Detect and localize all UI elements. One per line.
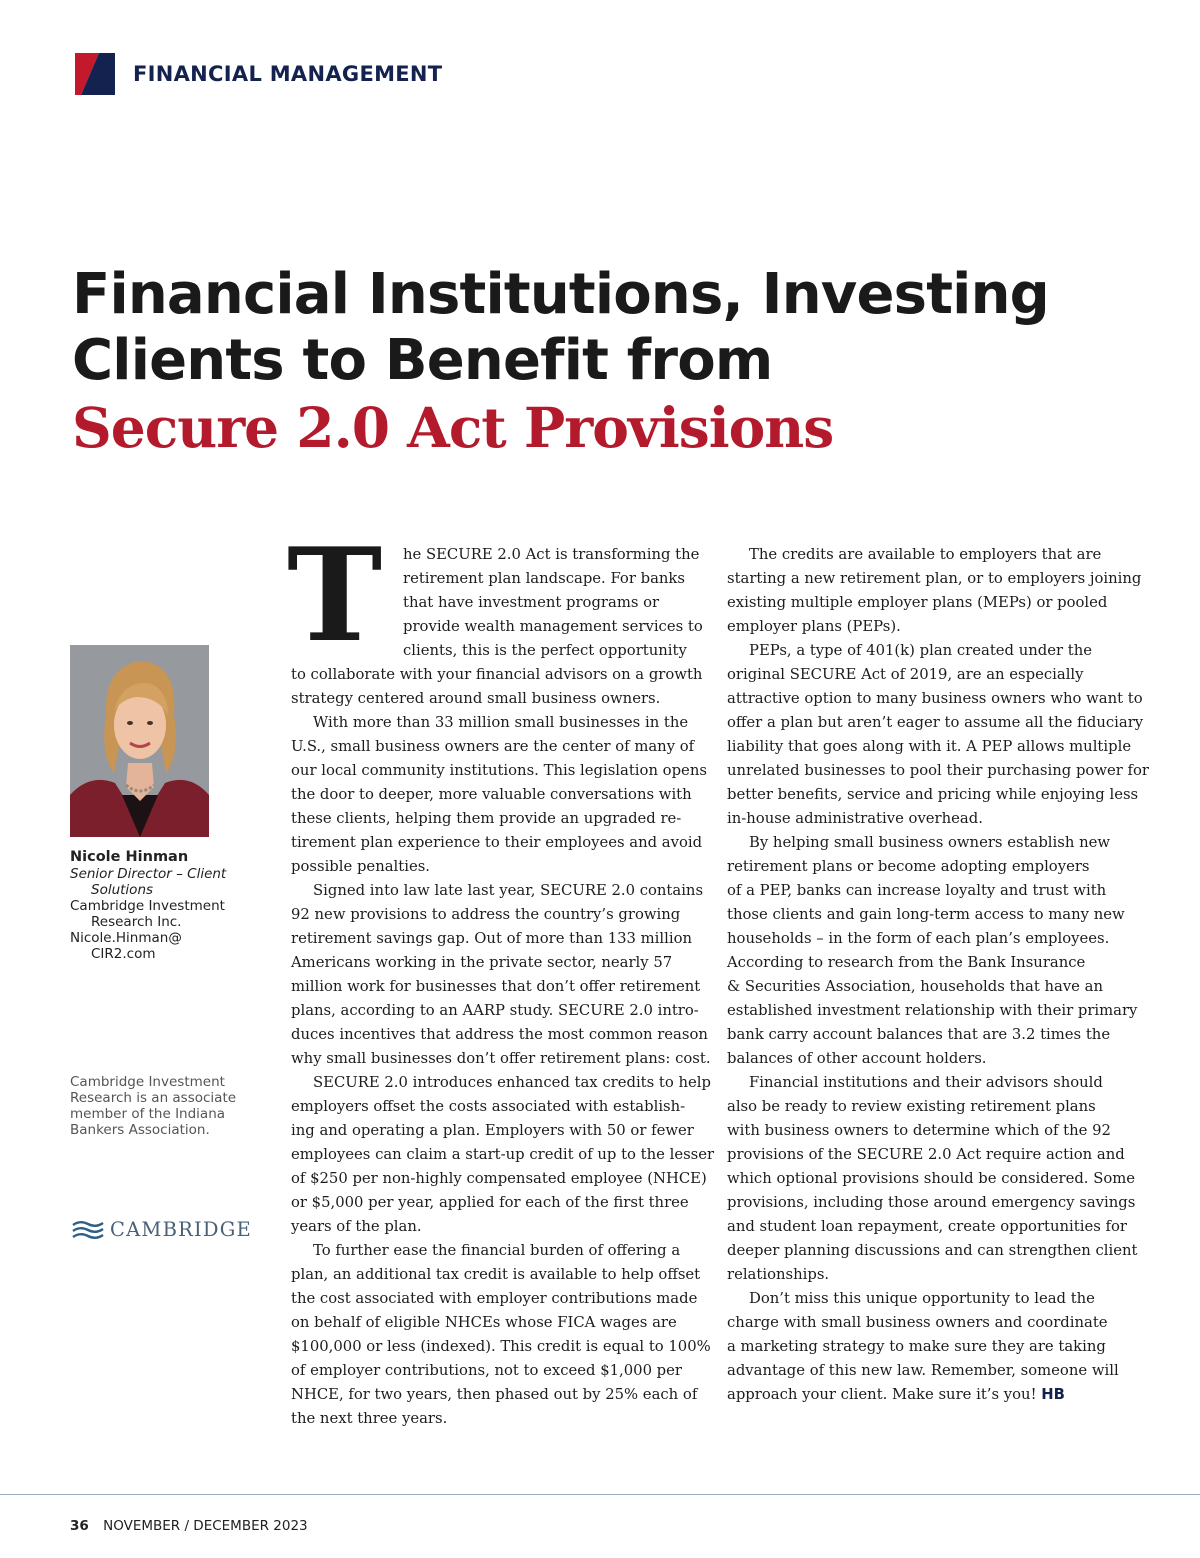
text-line: employers offset the costs associated with establish- [291,1098,686,1115]
text-line: better benefits, service and pricing while enjoying less [727,786,1139,803]
headline-line-1: Financial Institutions, Investing [72,262,1049,327]
text-line: also be ready to review existing retirement plans [727,1098,1096,1115]
author-email-line-1: Nicole.Hinman@ [70,930,182,946]
author-company [70,898,255,930]
cambridge-wave-icon [72,1220,104,1240]
text-line: attractive option to many business owners who want to [727,690,1143,707]
article-column-2 [727,543,1149,1407]
author-email-line-2: CIR2.com [91,946,156,962]
text-line: deeper planning discussions and can strengthen client [727,1242,1138,1259]
text-line: established investment relationship with their primary [727,1002,1138,1019]
text-line: plan, an additional tax credit is available to help offset [291,1266,701,1283]
author-name: Nicole Hinman [70,849,189,865]
text-line: employees can claim a start-up credit of up to the lesser [291,1146,715,1163]
text-line: & Securities Association, households that have an [727,978,1103,995]
text-line: those clients and gain long-term access to many new [727,906,1125,923]
text-line: With more than 33 million small businesses in the [313,714,689,731]
text-line: starting a new retirement plan, or to employers joining [727,570,1142,587]
author-note-line: Research is an associate [70,1090,237,1106]
text-line: $100,000 or less (indexed). This credit is equal to 100% [291,1338,711,1355]
text-line: approach your client. Make sure it’s you! [727,1386,1037,1403]
text-line: SECURE 2.0 introduces enhanced tax credits to help [313,1074,711,1091]
text-line: The credits are available to employers that are [749,546,1102,563]
text-line: relationships. [727,1266,830,1283]
text-line: charge with small business owners and coordinate [727,1314,1108,1331]
issue-date: NOVEMBER / DECEMBER 2023 [103,1518,308,1534]
text-line: possible penalties. [291,858,431,875]
text-line: these clients, helping them provide an upgraded re- [291,810,682,827]
dropcap-block [287,521,703,671]
text-line: employer plans (PEPs). [727,618,901,635]
text-line-final [727,1383,1127,1407]
text-line: our local community institutions. This legislation opens [291,762,707,779]
author-note-line: Bankers Association. [70,1122,210,1138]
text-line: unrelated businesses to pool their purchasing power for [727,762,1149,779]
text-line: a marketing strategy to make sure they are taking [727,1338,1106,1355]
author-title-line-2: Solutions [91,882,154,898]
dropcap-letter: T [287,521,383,671]
text-line: on behalf of eligible NHCEs whose FICA wages are [291,1314,677,1331]
author-company-line-1: Cambridge Investment [70,898,225,914]
text-line: Signed into law late last year, SECURE 2.0 contains [313,882,704,899]
author-photo [70,645,209,837]
page-footer [70,1518,308,1534]
cambridge-logo-text: CAMBRIDGE [110,1218,252,1241]
text-line: the next three years. [291,1410,448,1427]
text-line: and student loan repayment, create opportunities for [727,1218,1127,1235]
text-line: of $250 per non-highly compensated employee (NHCE) [291,1170,707,1187]
text-line: with business owners to determine which of the 92 [727,1122,1111,1139]
text-line: advantage of this new law. Remember, someone will [727,1362,1119,1379]
article-headline [72,262,1182,462]
text-line: million work for businesses that don’t offer retirement [291,978,701,995]
text-line: households – in the form of each plan’s employees. [727,930,1110,947]
article-paragraph [287,521,703,711]
text-line: existing multiple employer plans (MEPs) or pooled [727,594,1108,611]
headline-line-2: Clients to Benefit from [72,328,773,393]
author-title-line-1: Senior Director – Client [70,866,227,882]
text-line: the cost associated with employer contributions made [291,1290,698,1307]
text-line: retirement plans or become adopting employers [727,858,1090,875]
text-line: liability that goes along with it. A PEP allows multiple [727,738,1132,755]
text-line: Financial institutions and their advisors should [749,1074,1103,1091]
article-paragraph [291,879,711,1071]
article-paragraph [291,1239,711,1431]
text-line: retirement plan landscape. For banks [403,570,685,587]
author-note-line: Cambridge Investment [70,1074,225,1090]
text-line: clients, this is the perfect opportunity [403,642,687,659]
author-note [70,1074,260,1138]
text-line: of a PEP, banks can increase loyalty and trust with [727,882,1107,899]
text-line: balances of other account holders. [727,1050,987,1067]
text-line: U.S., small business owners are the center of many of [291,738,695,755]
footer-divider [0,1494,1200,1495]
text-line: plans, according to an AARP study. SECURE 2.0 intro- [291,1002,699,1019]
section-label: FINANCIAL MANAGEMENT [133,62,443,86]
text-line: why small businesses don’t offer retirement plans: cost. [291,1050,711,1067]
article-paragraph [727,831,1138,1071]
author-email[interactable] [70,930,255,962]
text-line: years of the plan. [291,1218,422,1235]
text-line: bank carry account balances that are 3.2 times the [727,1026,1111,1043]
text-line: retirement savings gap. Out of more than 133 million [291,930,693,947]
text-line: By helping small business owners establish new [749,834,1111,851]
section-logo-icon [73,53,115,95]
text-line: that have investment programs or [403,594,660,611]
text-line: According to research from the Bank Insurance [727,954,1086,971]
author-info [70,848,255,962]
article-paragraph [727,1071,1138,1287]
text-line: the door to deeper, more valuable conversations with [291,786,692,803]
article-paragraph [727,639,1149,831]
text-line: to collaborate with your financial advisors on a growth [291,666,703,683]
text-line: provisions, including those around emergency savings [727,1194,1136,1211]
text-line: or $5,000 per year, applied for each of the first three [291,1194,689,1211]
cambridge-logo [72,1218,252,1241]
text-line: Don’t miss this unique opportunity to lead the [749,1290,1095,1307]
text-line: ing and operating a plan. Employers with 50 or fewer [291,1122,694,1139]
author-title [70,866,255,898]
text-line: offer a plan but aren’t eager to assume all the fiduciary [727,714,1144,731]
text-line: Americans working in the private sector, nearly 57 [291,954,673,971]
headline-accent: Secure 2.0 Act Provisions [72,395,834,460]
page-number: 36 [70,1518,89,1534]
author-company-line-2: Research Inc. [91,914,182,930]
article-paragraph [727,543,1142,639]
text-line: in-house administrative overhead. [727,810,983,827]
text-line: provide wealth management services to [403,618,703,635]
text-line: PEPs, a type of 401(k) plan created under the [749,642,1093,659]
text-line: he SECURE 2.0 Act is transforming the [403,546,700,563]
text-line: provisions of the SECURE 2.0 Act require action and [727,1146,1125,1163]
text-line: strategy centered around small business owners. [291,690,661,707]
text-line: 92 new provisions to address the country’s growing [291,906,681,923]
section-header [73,53,442,95]
article-paragraph [727,1287,1127,1407]
text-line: of employer contributions, not to exceed $1,000 per [291,1362,682,1379]
text-line: duces incentives that address the most common reason [291,1026,708,1043]
article-column-1 [287,521,715,1431]
text-line: which optional provisions should be considered. Some [727,1170,1136,1187]
text-line: NHCE, for two years, then phased out by 25% each of [291,1386,698,1403]
text-line: To further ease the financial burden of offering a [313,1242,681,1259]
article-paragraph [291,711,707,879]
text-line: original SECURE Act of 2019, are an especially [727,666,1084,683]
author-note-line: member of the Indiana [70,1106,226,1122]
end-mark: HB [1041,1386,1065,1403]
text-line: tirement plan experience to their employees and avoid [291,834,703,851]
article-paragraph [291,1071,715,1239]
